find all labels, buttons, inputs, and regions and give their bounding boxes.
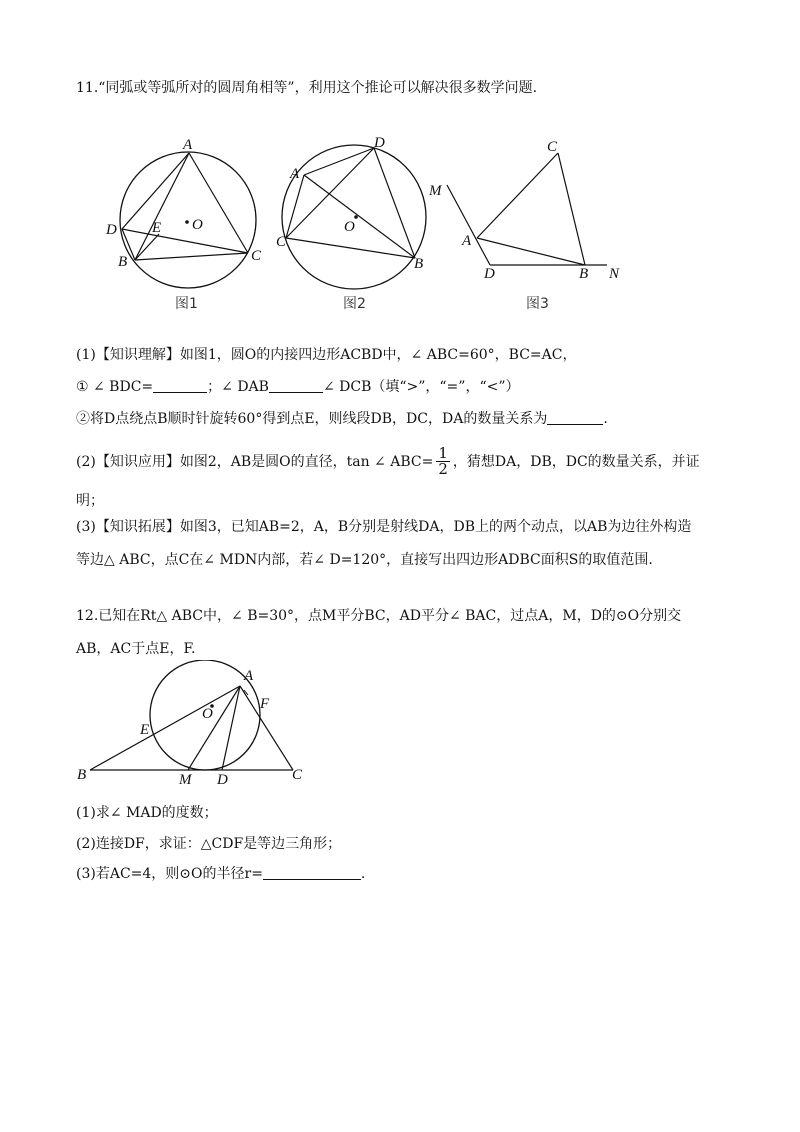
q12-part2: (2)连接DF，求证：△CDF是等边三角形； bbox=[76, 836, 342, 852]
fig1-label-o: O bbox=[192, 217, 203, 233]
q11-part2-line1 bbox=[76, 446, 700, 477]
q11-part1-dab: ；∠ DAB bbox=[207, 379, 269, 395]
fig3-label-n: N bbox=[609, 266, 620, 282]
q11-figure-2 bbox=[272, 135, 442, 315]
q11-part1-dcb: ∠ DCB（填“>”，“=”，“<”） bbox=[322, 379, 520, 395]
q12-stem-line2: AB，AC于点E，F. bbox=[76, 641, 196, 657]
fig3-label-b: B bbox=[579, 266, 589, 282]
fig1-label-a: A bbox=[183, 137, 193, 153]
q12-label-d: D bbox=[217, 772, 228, 788]
q12-part3-period: . bbox=[360, 866, 366, 882]
answer-blank-radius[interactable] bbox=[263, 865, 361, 880]
q12-label-a: A bbox=[244, 668, 254, 684]
q11-part1-period: . bbox=[603, 411, 608, 427]
fig3-label-m: M bbox=[429, 183, 442, 199]
q12-label-b: B bbox=[77, 767, 87, 783]
q11-part1-line1: (1)【知识理解】如图1，圆O的内接四边形ACBD中，∠ ABC=60°，BC=AC， bbox=[76, 347, 577, 363]
fig3-label-a: A bbox=[462, 233, 472, 249]
fig2-label-a: A bbox=[290, 166, 300, 182]
fraction-denominator: 2 bbox=[438, 460, 448, 478]
fig1-caption: 图1 bbox=[175, 296, 198, 312]
q12-label-m: M bbox=[179, 772, 192, 788]
q11-part3-line2: 等边△ ABC，点C在∠ MDN内部，若∠ D=120°，直接写出四边形ADBC面积S的取值范围. bbox=[76, 552, 653, 568]
q11-part3-line1: (3)【知识拓展】如图3，已知AB=2，A，B分别是射线DA，DB上的两个动点，以AB为边往外构造 bbox=[76, 519, 692, 535]
fig2-caption: 图2 bbox=[343, 296, 366, 312]
q11-stem: 11.“同弧或等弧所对的圆周角相等”，利用这个推论可以解决很多数学问题. bbox=[76, 80, 538, 96]
q12-label-c: C bbox=[292, 767, 303, 783]
q11-part1-line2 bbox=[76, 377, 520, 397]
q11-figure-3 bbox=[425, 135, 635, 315]
q11-part2-text-b: ，猜想DA，DB，DC的数量关系，并证 bbox=[452, 454, 700, 470]
q11-part1-line3 bbox=[76, 409, 608, 429]
answer-blank-relation[interactable] bbox=[547, 410, 603, 425]
fig3-label-c: C bbox=[547, 139, 558, 155]
fig2-label-b: B bbox=[414, 256, 424, 272]
tan-fraction bbox=[436, 446, 450, 477]
q12-label-f: F bbox=[260, 696, 270, 712]
q11-part1-bdc: ① ∠ BDC= bbox=[76, 379, 154, 395]
q12-stem-line1: 12.已知在Rt△ ABC中，∠ B=30°，点M平分BC，AD平分∠ BAC，过点A，M，D的⊙O分别交 bbox=[76, 608, 682, 624]
q12-label-e: E bbox=[140, 722, 150, 738]
fig2-label-o: O bbox=[344, 219, 355, 235]
q12-figure bbox=[70, 660, 340, 790]
answer-blank-bdc[interactable] bbox=[153, 378, 207, 393]
q12-part1: (1)求∠ MAD的度数； bbox=[76, 805, 218, 821]
fig1-label-c: C bbox=[251, 248, 262, 264]
fig3-caption: 图3 bbox=[526, 296, 549, 312]
fig1-label-d: D bbox=[106, 222, 117, 238]
q12-part3 bbox=[76, 864, 365, 884]
answer-blank-compare[interactable] bbox=[269, 378, 323, 393]
fraction-numerator: 1 bbox=[438, 444, 448, 462]
q11-figure-1 bbox=[100, 135, 280, 315]
q11-part2-text-a: (2)【知识应用】如图2，AB是圆O的直径，tan ∠ ABC= bbox=[76, 454, 434, 470]
fig2-label-d: D bbox=[374, 135, 385, 151]
q11-part2-line2: 明； bbox=[76, 493, 104, 509]
fig2-label-c: C bbox=[276, 234, 287, 250]
fig1-label-b: B bbox=[118, 254, 128, 270]
q12-label-o: O bbox=[202, 706, 213, 722]
fig1-label-e: E bbox=[152, 220, 162, 236]
fig3-label-d: D bbox=[484, 266, 495, 282]
q12-part3-text: (3)若AC=4，则⊙O的半径r= bbox=[76, 866, 263, 882]
q11-part1-rotate: ②将D点绕点B顺时针旋转60°得到点E，则线段DB，DC，DA的数量关系为 bbox=[76, 411, 548, 427]
